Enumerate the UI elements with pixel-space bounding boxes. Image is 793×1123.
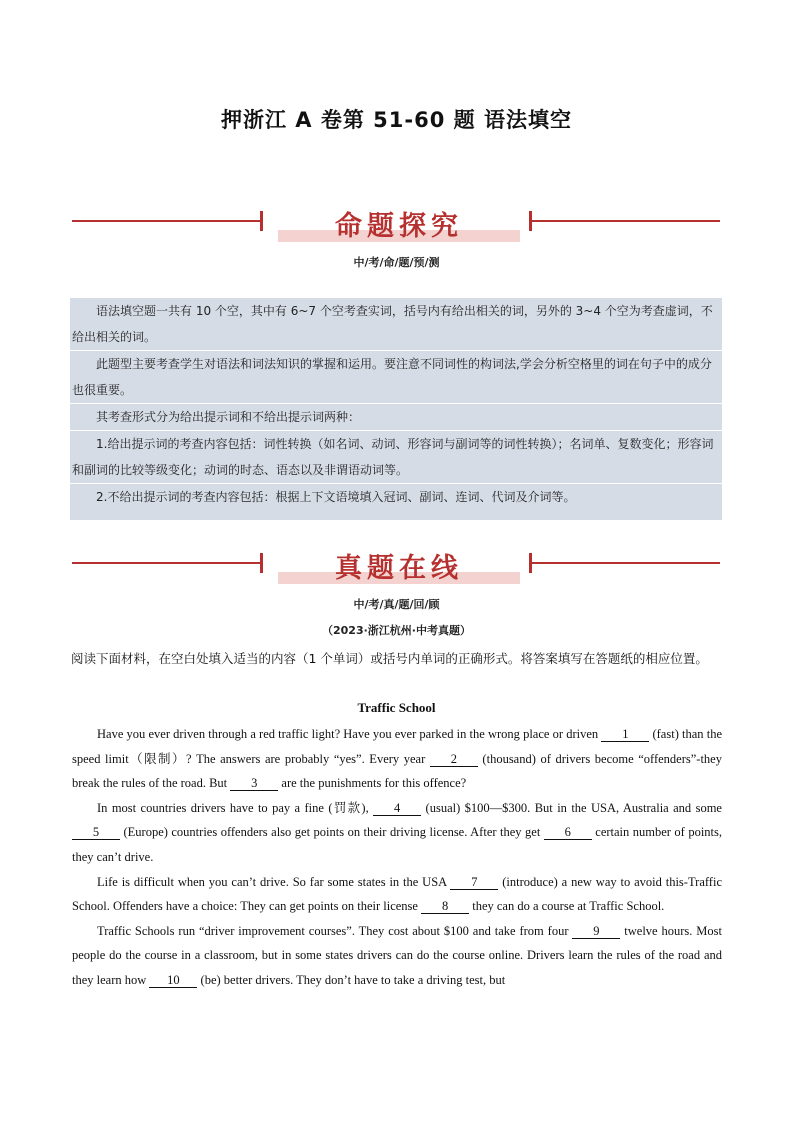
passage-text: twelve hours. Most people do the course in a classroom, but in some states drivers can do the course online. Drivers learn the rules of the road and they learn how <box>72 923 722 987</box>
blank-6[interactable]: 6 <box>544 825 592 840</box>
passage-text: (thousand) of drivers become “offenders”-they break the rules of the road. But <box>72 751 722 791</box>
passage-paragraph <box>72 796 722 870</box>
blank-7[interactable]: 7 <box>450 875 498 890</box>
passage-text: (usual) $100—$300. But in the USA, Australia and some <box>421 800 722 815</box>
banner-bar-left <box>260 553 263 573</box>
passage-paragraph <box>72 722 722 796</box>
banner-line-right <box>530 562 720 564</box>
passage-text: (Europe) countries offenders also get points on their driving license. After they get <box>120 825 544 840</box>
banner-line-left <box>72 220 262 222</box>
passage-text: are the punishments for this offence? <box>278 776 467 791</box>
passage-text: (introduce) a new way to avoid this-Traffic School. Offenders have a choice: They can get points on their license <box>72 874 722 914</box>
passage-paragraph <box>72 870 722 919</box>
exam-source: （2023·浙江杭州·中考真题） <box>322 624 471 637</box>
blank-9[interactable]: 9 <box>572 924 620 939</box>
blank-5[interactable]: 5 <box>72 825 120 840</box>
exam-analysis-box <box>70 298 722 520</box>
passage-text: Have you ever driven through a red traffic light? Have you ever parked in the wrong place or driven <box>97 727 602 741</box>
passage-text: certain number of points, they can’t drive. <box>72 825 722 864</box>
section-label: 命题探究 <box>335 211 463 242</box>
analysis-paragraph: 此题型主要考查学生对语法和词法知识的掌握和运用。要注意不同词性的构词法,学会分析空格里的词在句子中的成分也很重要。 <box>70 351 722 404</box>
blank-2[interactable]: 2 <box>430 752 478 767</box>
blank-10[interactable]: 10 <box>149 973 197 988</box>
analysis-paragraph: 1.给出提示词的考查内容包括：词性转换（如名词、动词、形容词与副词等的词性转换）；名词单、复数变化；形容词和副词的比较等级变化；动词的时态、语态以及非谓语动词等。 <box>70 431 722 484</box>
section-subtitle: 中/考/命/题/预/测 <box>353 256 440 269</box>
passage-text: (fast) than the speed limit（限制）? The answers are probably “yes”. Every year <box>72 727 722 766</box>
section-label: 真题在线 <box>335 553 463 584</box>
section-banner-real-exam <box>72 548 720 590</box>
analysis-paragraph: 语法填空题一共有 10 个空，其中有 6~7 个空考查实词，括号内有给出相关的词，另外的 3~4 个空为考查虚词，不给出相关的词。 <box>70 298 722 351</box>
passage-text: Traffic Schools run “driver improvement courses”. They cost about $100 and take from four <box>97 923 573 938</box>
passage-text: they can do a course at Traffic School. <box>469 899 665 914</box>
blank-1[interactable]: 1 <box>601 727 649 742</box>
passage-text: (be) better drivers. They don’t have to take a driving test, but <box>197 972 506 987</box>
blank-8[interactable]: 8 <box>421 899 469 914</box>
banner-line-left <box>72 562 262 564</box>
banner-bar-left <box>260 211 263 231</box>
page-title: 押浙江 A 卷第 51-60 题 语法填空 <box>221 108 572 132</box>
analysis-paragraph: 2.不给出提示词的考查内容包括：根据上下文语境填入冠词、副词、连词、代词及介词等。 <box>96 490 576 504</box>
passage-paragraph <box>72 919 722 993</box>
section-banner-exploration <box>72 206 720 248</box>
blank-3[interactable]: 3 <box>230 776 278 791</box>
passage-text: In most countries drivers have to pay a fine (罚款), <box>97 800 374 815</box>
instruction-text: 阅读下面材料，在空白处填入适当的内容（1 个单词）或括号内单词的正确形式。将答案填写在答题纸的相应位置。 <box>71 651 708 666</box>
analysis-paragraph: 其考查形式分为给出提示词和不给出提示词两种： <box>70 404 722 431</box>
blank-4[interactable]: 4 <box>373 801 421 816</box>
passage-title: Traffic School <box>357 700 436 715</box>
section-subtitle: 中/考/真/题/回/顾 <box>353 598 440 611</box>
passage-body <box>72 722 722 993</box>
banner-line-right <box>530 220 720 222</box>
passage-text: Life is difficult when you can’t drive. So far some states in the USA <box>97 874 451 889</box>
